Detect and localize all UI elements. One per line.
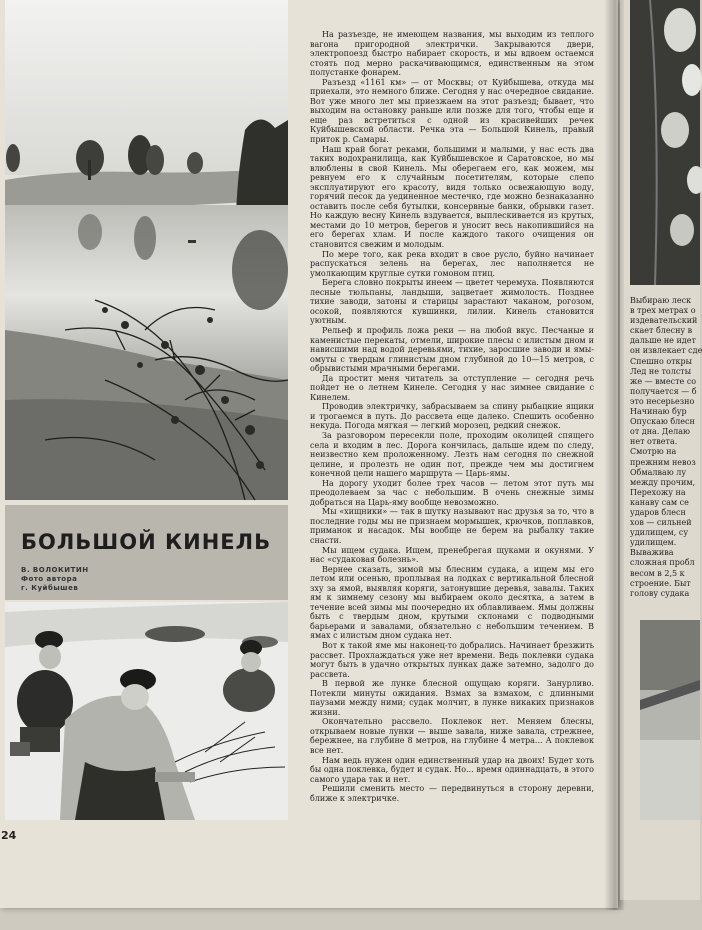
river-landscape-photo bbox=[5, 0, 288, 500]
next-page-line: весом в 2,5 к bbox=[630, 568, 685, 578]
next-page-line: голову судака bbox=[630, 588, 690, 598]
paragraph: По мере того, как река входит в свое русло, буйно начинает распускаться зелень на берегах, лес наполняется не умолкающим круглые сутки гомоном птиц. bbox=[310, 249, 594, 278]
next-page-line: он извлекает сде bbox=[630, 346, 702, 356]
next-page-line: Смотрю на bbox=[630, 447, 677, 457]
paragraph: На дорогу уходит более трех часов — летом этот путь мы преодолеваем за час с небольшим. В очень снежные зимы добраться на Царь-яму вообще невозможно. bbox=[310, 478, 594, 507]
next-page-line: это несерьезно bbox=[630, 396, 695, 406]
paragraph: Проводив электричку, забрасываем за спину рыбацкие ящики и трогаемся в путь. До рассвета еще далеко. Спешить особенно некуда. Погода мягкая — легкий морозец, редкий снежок. bbox=[310, 402, 594, 431]
paragraph: В первой же лунке блесной ощущаю коряги. Занурливо. Потекли минуты ожидания. Взмах за взмахом, с длинными паузами между ними; судак молчит, в лунке никаких признаков жизни. bbox=[310, 679, 594, 717]
winter-shore-photo bbox=[640, 620, 700, 820]
paragraph: Мы ищем судака. Ищем, пренебрегая щуками и окунями. У нас «судаковая болезнь». bbox=[310, 545, 594, 565]
paragraph: Вернее сказать, зимой мы блесним судака, а ищем мы его летом или осенью, проплывая на лодках с вертикальной блесной зху за ямой, выявляя коряги, затонувшие деревья, завалы. Таких ям к зимнему сезону мы выбираем около десятка, а затем в течение всей зимы мы поочередно их облавливаем. Ямы должны быть с твердым дном, крутыми склонами с подводными барьерами и завалами, обязательно с небольшим течением. В ямах с илистым дном судака нет. bbox=[310, 564, 594, 641]
paragraph: Вот к такой яме мы наконец-то добрались. Начинает брезжить рассвет. Прохлаждаться уже нет времени. Ведь поклевки судака могут быть в удачно открытых лунках даже затемно, задолго до рассвета. bbox=[310, 641, 594, 679]
next-page-line: канаву сам се bbox=[630, 497, 689, 507]
paragraph: Окончательно рассвело. Поклевок нет. Меняем блесны, открываем новые лунки — выше завала, ниже завала, стрежнее, бережнее, на глубине 8 метров, на глубине 4 метра... А поклевок все нет. bbox=[310, 717, 594, 756]
next-page-line: получается — б bbox=[630, 386, 697, 396]
next-page-line: издевательский bbox=[630, 316, 698, 326]
next-page-line: же — вместе со bbox=[630, 376, 697, 386]
paragraph: Решили сменить место — передвинуться в сторону деревни, ближе к электричке. bbox=[310, 784, 594, 803]
next-page-line: удилищем, су bbox=[630, 528, 689, 538]
author-name: В. ВОЛОКИТИН bbox=[21, 566, 89, 574]
paragraph: Мы «хищники» — так в шутку называют нас друзья за то, что в последние годы мы не признаем мормышек, крючков, поплавков, приманок и насадок. Мы вообще не берем на рыбалку такие снасти. bbox=[310, 507, 594, 545]
article-title: БОЛЬШОЙ КИНЕЛЬ bbox=[21, 530, 272, 554]
paragraph: На разъезде, не имеющем названия, мы выходим из теплого вагона пригородной электрички. Закрываются двери, электропоезд быстро набирает скорость, и мы вдвоем остаемся стоять под мерно раскачивающимся, единственным на этом полустанке фонарем. bbox=[310, 30, 594, 78]
next-page-line: хов — сильней bbox=[630, 518, 692, 528]
next-page-line: от дна. Делаю bbox=[630, 427, 690, 437]
paragraph: Рельеф и профиль ложа реки — на любой вкус. Песчаные и каменистые перекаты, отмели, широкие плесы с илистым дном и нависшими над водой деревьями, тихие, заросшие заводи и ямы-омуты с твердым глинистым дном глубиной до 10—15 метров, с обрывистыми мрачными берегами. bbox=[310, 325, 594, 374]
next-page-line: в трех метрах о bbox=[630, 306, 696, 316]
article-credits bbox=[21, 566, 89, 593]
next-page-line: между прочим, bbox=[630, 477, 696, 487]
next-page-line: Выважива bbox=[630, 548, 674, 558]
next-page-line: Обмалваю лу bbox=[630, 467, 687, 477]
article-body bbox=[310, 30, 594, 820]
next-page-text bbox=[630, 296, 702, 598]
paragraph: Да простит меня читатель за отступление — сегодня речь пойдет не о летнем Кинеле. Сегодня у нас зимнее свидание с Кинелем. bbox=[310, 373, 594, 402]
article-title-block bbox=[5, 505, 288, 600]
next-page-line: дальше не идет bbox=[630, 336, 696, 346]
page-gutter bbox=[604, 0, 624, 910]
author-city: г. Куйбышев bbox=[21, 584, 79, 592]
paragraph: Нам ведь нужен один единственный удар на двоих! Будет хоть бы одна поклевка, будет и судак. Но... время одиннадцать, в этого самого удара так и нет. bbox=[310, 755, 594, 784]
next-page-line: Опускаю блесн bbox=[630, 417, 695, 427]
next-page-line: Лед не толсты bbox=[630, 366, 692, 376]
next-page-line: Выбираю леск bbox=[630, 296, 692, 305]
next-page-line: строение. Быт bbox=[630, 578, 691, 588]
next-page-line: Спешно откры bbox=[630, 356, 693, 366]
paragraph: Разъезд «1161 км» — от Москвы; от Куйбышева, откуда мы приехали, это немного ближе. Сегодня у нас очередное свидание. Вот уже много лет мы приезжаем на этот разъезд; бывает, что выходим на остановку раньше или позже для того, чтобы еще и еще раз встретиться с одной из красивейших речек Куйбышевской области. Речка эта — Большой Кинель, правый приток р. Самары. bbox=[310, 77, 594, 145]
ice-fishermen-photo bbox=[5, 602, 288, 820]
next-page-line: скает блесну в bbox=[630, 326, 693, 336]
photo-credit: Фото автора bbox=[21, 575, 78, 583]
paragraph: За разговором пересекли поле, проходим околицей спящего села и входим в лес. Дорога кончилась, дальше идем по следу, неизвестно кем проложенному. Лезть нам сегодня по снежной целине, и пролезть не один пот, прежде чем мы достигнем конечной цели нашего маршрута — Царь-ямы. bbox=[310, 430, 594, 479]
next-page-line: ударов блесн bbox=[630, 507, 686, 517]
flower-photo bbox=[630, 0, 700, 285]
next-page-line: нет ответа. bbox=[630, 437, 678, 447]
paragraph: Наш край богат реками, большими и малыми, у нас есть два таких водохранилища, как Куйбышевское и Саратовское, но мы влюблены в свой Кинель. Мы оберегаем его, как можем, мы ревнуем его к случайным посетителям, которые слепо эксплуатируют его красоту, видя только освежающую воду, горячий песок да уединенное местечко, где можно безнаказанно оставить после себя бутылки, консервные банки, обрывки газет. Но каждую весну Кинель вздувается, выплескивается из крутых, местами до 10 метров, берегов и уносит весь накопившийся на его берегах хлам. И после каждого такого очищения он становится свежим и молодым. bbox=[310, 144, 594, 250]
paragraph: Берега словно покрыты инеем — цветет черемуха. Появляются лесные тюльпаны, ландыши, зацветает жимолость. Позднее тихие заводи, затоны и старицы зарастают чаканом, рогозом, осокой, появляются кувшинки, лилии. Кинель становится уютным. bbox=[310, 278, 594, 326]
next-page-line: сложная пробл bbox=[630, 558, 695, 568]
next-page-line: прежним невоз bbox=[630, 457, 696, 467]
next-page-line: Начинаю бур bbox=[630, 407, 687, 417]
next-page-line: Перехожу на bbox=[630, 487, 686, 497]
next-page-line: удилищем. bbox=[630, 538, 677, 548]
page-number: 24 bbox=[1, 829, 17, 842]
